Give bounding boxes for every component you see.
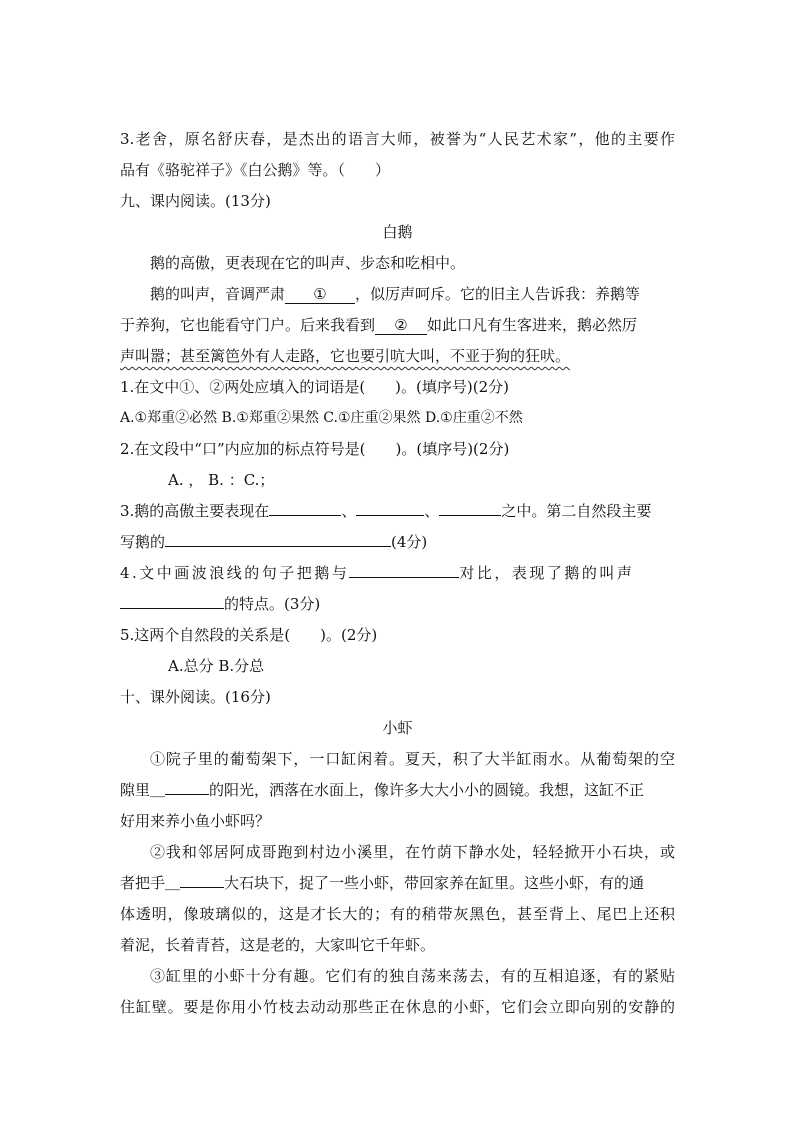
shrimp-paragraph-1-line-3: 好用来养小鱼小虾吗？ xyxy=(120,812,271,830)
passage-title-white-goose: 白鹅 xyxy=(382,223,413,241)
answer-blank-shrimp-1[interactable] xyxy=(165,776,209,795)
passage-paragraph-1: 鹅的高傲，更表现在它的叫声、步态和吃相中。 xyxy=(150,254,466,272)
fill-blank-1[interactable]: ① xyxy=(285,285,355,304)
question-3-text-b: 之中。第二自然段主要 xyxy=(501,502,652,520)
answer-blank-3d[interactable] xyxy=(165,528,391,547)
shrimp-paragraph-3-line-1: ③缸里的小虾十分有趣。它们有的独自荡来荡去，有的互相追逐，有的紧贴 xyxy=(150,967,675,985)
worksheet-page xyxy=(120,124,675,1023)
question-5-options: A.总分 B.分总 xyxy=(168,657,265,675)
shrimp-paragraph-1-line-2 xyxy=(120,775,675,806)
question-3-sep-1: 、 xyxy=(341,502,357,520)
shrimp-paragraph-3-line-2: 住缸壁。要是你用小竹枝去动动那些正在休息的小虾，它们会立即向别的安静的 xyxy=(120,998,675,1016)
shrimp-paragraph-2-line-3: 体透明，像玻璃似的，这是才长大的；有的稍带灰黑色，甚至背上、尾巴上还积 xyxy=(120,905,675,923)
answer-blank-shrimp-2[interactable] xyxy=(180,869,224,888)
question-5: 5.这两个自然段的关系是( )。(2分) xyxy=(120,626,378,644)
question-4-line-1 xyxy=(120,558,675,589)
shrimp-p2-line-2-text-b: 大石块下，捉了一些小虾，带回家养在缸里。这些小虾，有的通 xyxy=(224,874,645,892)
fill-blank-2[interactable]: ② xyxy=(375,316,427,335)
question-4-line-2 xyxy=(120,589,675,620)
answer-blank-3c[interactable] xyxy=(439,497,501,516)
question-1: 1.在文中①、②两处应填入的词语是( )。(填序号)(2分) xyxy=(120,378,509,396)
passage-paragraph-2-line-3 xyxy=(120,341,675,372)
answer-blank-3a[interactable] xyxy=(269,497,341,516)
question-3-line-2-text-a: 写鹅的 xyxy=(120,533,166,551)
shrimp-p2-line-2-text-a: 者把手＿ xyxy=(120,874,181,892)
answer-blank-4a[interactable] xyxy=(349,559,459,578)
shrimp-paragraph-2-line-4: 着泥，长着青苔，这是老的，大家叫它千年虾。 xyxy=(120,936,436,954)
question-3-sep-2: 、 xyxy=(424,502,440,520)
question-4-text-b: 对比，表现了鹅的叫声 xyxy=(459,564,635,582)
question-4-text-a: 4.文中画波浪线的句子把鹅与 xyxy=(120,564,350,582)
judgement-question-3-line-2: 品有《骆驼祥子》《白公鹅》等。（ ） xyxy=(120,161,391,179)
paragraph-2-line-2-text-a: 于养狗，它也能看守门户。后来我看到 xyxy=(120,316,376,334)
judgement-question-3-line-1: 3.老舍，原名舒庆春，是杰出的语言大师，被誉为“人民艺术家”，他的主要作 xyxy=(120,130,675,148)
shrimp-p1-line-2-text-a: 隙里＿ xyxy=(120,781,166,799)
question-3-line-2 xyxy=(120,527,675,558)
section-9-heading: 九、课内阅读。(13分) xyxy=(120,192,271,210)
shrimp-paragraph-2-line-2 xyxy=(120,868,675,899)
answer-blank-3b[interactable] xyxy=(356,497,424,516)
question-3-text-a: 3.鹅的高傲主要表现在 xyxy=(120,502,270,520)
passage-paragraph-2-line-2 xyxy=(120,310,675,341)
paragraph-2-text-a: 鹅的叫声，音调严肃 xyxy=(150,285,286,303)
question-2-options: A. ， B. ：C.； xyxy=(168,471,275,489)
shrimp-paragraph-1-line-1: ①院子里的葡萄架下，一口缸闲着。夏天，积了大半缸雨水。从葡萄架的空 xyxy=(150,750,675,768)
section-10-heading: 十、课外阅读。(16分) xyxy=(120,688,271,706)
passage-paragraph-2-line-1 xyxy=(120,279,675,310)
question-4-line-2-text: 的特点。(3分) xyxy=(224,595,321,613)
answer-blank-4b[interactable] xyxy=(120,590,224,609)
wavy-underlined-sentence: 声叫嚣；甚至篱笆外有人走路，它也要引吭大叫，不亚于狗的狂吠。 xyxy=(120,347,571,365)
question-3-line-2-text-b: (4分) xyxy=(391,533,428,551)
paragraph-2-line-2-text-b: 如此口凡有生客进来，鹅必然厉 xyxy=(427,316,638,334)
shrimp-p1-line-2-text-b: 的阳光，洒落在水面上，像许多大大小小的圆镜。我想，这缸不正 xyxy=(209,781,645,799)
question-3-line-1 xyxy=(120,496,675,527)
paragraph-2-text-b: ，似厉声呵斥。它的旧主人告诉我：养鹅等 xyxy=(355,285,641,303)
passage-title-little-shrimp: 小虾 xyxy=(382,719,413,737)
shrimp-paragraph-2-line-1: ②我和邻居阿成哥跑到村边小溪里，在竹荫下静水处，轻轻掀开小石块，或 xyxy=(150,843,675,861)
question-2: 2.在文段中“口”内应加的标点符号是( )。(填序号)(2分) xyxy=(120,440,510,458)
question-1-options: A.①郑重②必然 B.①郑重②果然 C.①庄重②果然 D.①庄重②不然 xyxy=(120,410,523,426)
